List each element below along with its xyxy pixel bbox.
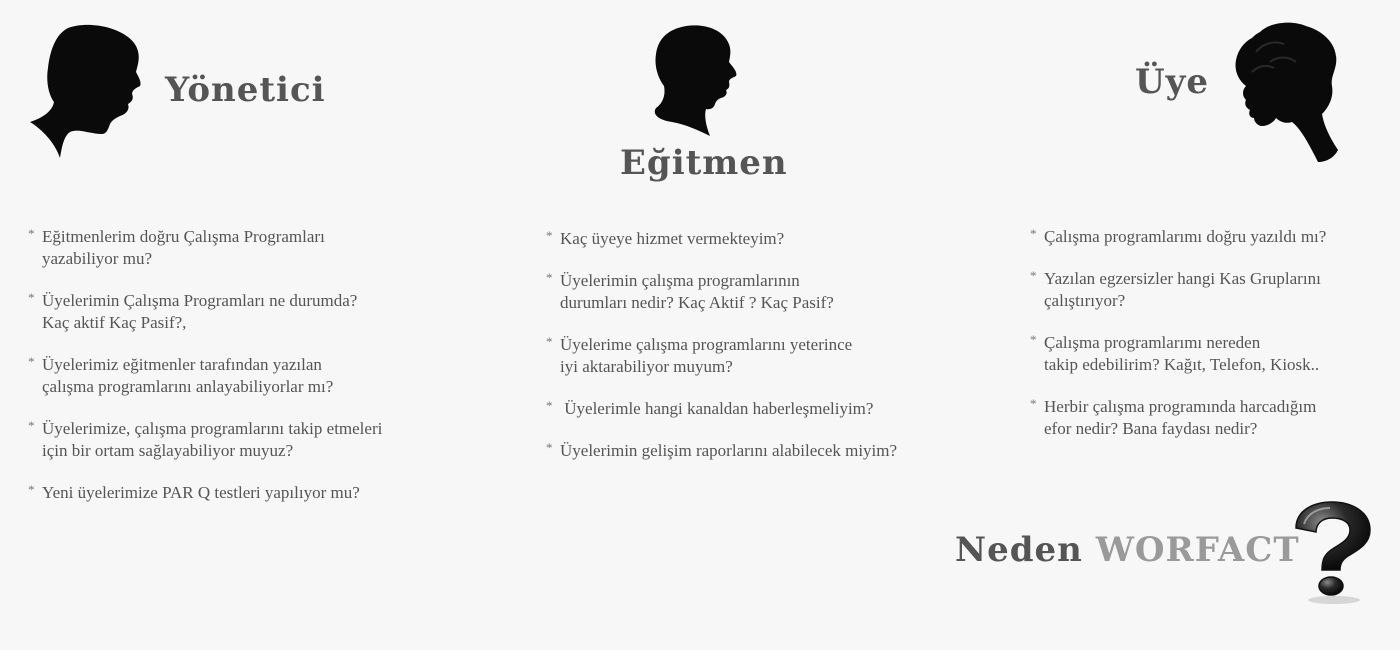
question-text: Yazılan egzersizler hangi Kas Gruplarını [1044, 269, 1321, 288]
bullet-marker: * [546, 440, 553, 455]
bullet-marker: * [1030, 268, 1037, 283]
question-text: Üyelerimle hangi kanaldan haberleşmeliyim? [560, 399, 874, 418]
question-text: yazabiliyor mu? [42, 249, 152, 268]
list-item [546, 398, 897, 420]
list-item [546, 440, 897, 462]
bullet-marker: * [28, 482, 35, 497]
question-text: Çalışma programlarımı nereden [1044, 333, 1261, 352]
question-text: için bir ortam sağlayabiliyor muyuz? [42, 441, 294, 460]
yonetici-questions [28, 226, 382, 524]
question-text: iyi aktarabiliyor muyum? [560, 357, 733, 376]
egitmen-silhouette-icon [650, 24, 740, 138]
list-item [28, 226, 382, 270]
list-item [1030, 268, 1326, 312]
list-item [28, 290, 382, 334]
question-text: Yeni üyelerimize PAR Q testleri yapılıyor mu? [42, 483, 360, 502]
question-text: takip edebilirim? Kağıt, Telefon, Kiosk.. [1044, 355, 1320, 374]
yonetici-silhouette-icon [28, 24, 143, 159]
list-item [546, 334, 897, 378]
question-text: Üyelerimiz eğitmenler tarafından yazılan [42, 355, 322, 374]
question-text: Üyelerime çalışma programlarını yeterince [560, 335, 853, 354]
question-text: efor nedir? Bana faydası nedir? [1044, 419, 1258, 438]
bullet-marker: * [28, 290, 35, 305]
bullet-marker: * [546, 334, 553, 349]
brand-name: WORFACT [1095, 530, 1300, 570]
bullet-marker: * [546, 398, 553, 413]
bullet-marker: * [1030, 396, 1037, 411]
question-mark-icon [1286, 498, 1378, 610]
list-item [28, 418, 382, 462]
list-item [1030, 332, 1326, 376]
question-text: Üyelerimin çalışma programlarının [560, 271, 800, 290]
question-text: Çalışma programlarımı doğru yazıldı mı? [1044, 227, 1327, 246]
bullet-marker: * [546, 270, 553, 285]
list-item [546, 270, 897, 314]
bullet-marker: * [546, 228, 553, 243]
list-item [1030, 226, 1326, 248]
heading-yonetici: Yönetici [165, 70, 326, 110]
question-text: durumları nedir? Kaç Aktif ? Kaç Pasif? [560, 293, 834, 312]
list-item [28, 354, 382, 398]
bullet-marker: * [28, 354, 35, 369]
question-text: çalıştırıyor? [1044, 291, 1126, 310]
bullet-marker: * [1030, 226, 1037, 241]
question-text: çalışma programlarını anlayabiliyorlar mı? [42, 377, 334, 396]
question-text: Üyelerimin Çalışma Programları ne durumda? [42, 291, 358, 310]
list-item [28, 482, 382, 504]
question-text: Eğitmenlerim doğru Çalışma Programları [42, 227, 325, 246]
list-item [546, 228, 897, 250]
heading-egitmen: Eğitmen [620, 143, 788, 183]
bullet-marker: * [28, 418, 35, 433]
slogan [955, 530, 1300, 570]
question-text: Üyelerimize, çalışma programlarını takip etmeleri [42, 419, 383, 438]
uye-questions [1030, 226, 1326, 460]
bullet-marker: * [1030, 332, 1037, 347]
question-text: Üyelerimin gelişim raporlarını alabilecek miyim? [560, 441, 898, 460]
uye-silhouette-icon [1230, 22, 1342, 164]
slogan-prefix: Neden [955, 530, 1083, 570]
question-text: Herbir çalışma programında harcadığım [1044, 397, 1317, 416]
question-text: Kaç aktif Kaç Pasif?, [42, 313, 187, 332]
bullet-marker: * [28, 226, 35, 241]
list-item [1030, 396, 1326, 440]
heading-uye: Üye [1135, 62, 1210, 102]
question-text: Kaç üyeye hizmet vermekteyim? [560, 229, 785, 248]
egitmen-questions [546, 228, 897, 482]
